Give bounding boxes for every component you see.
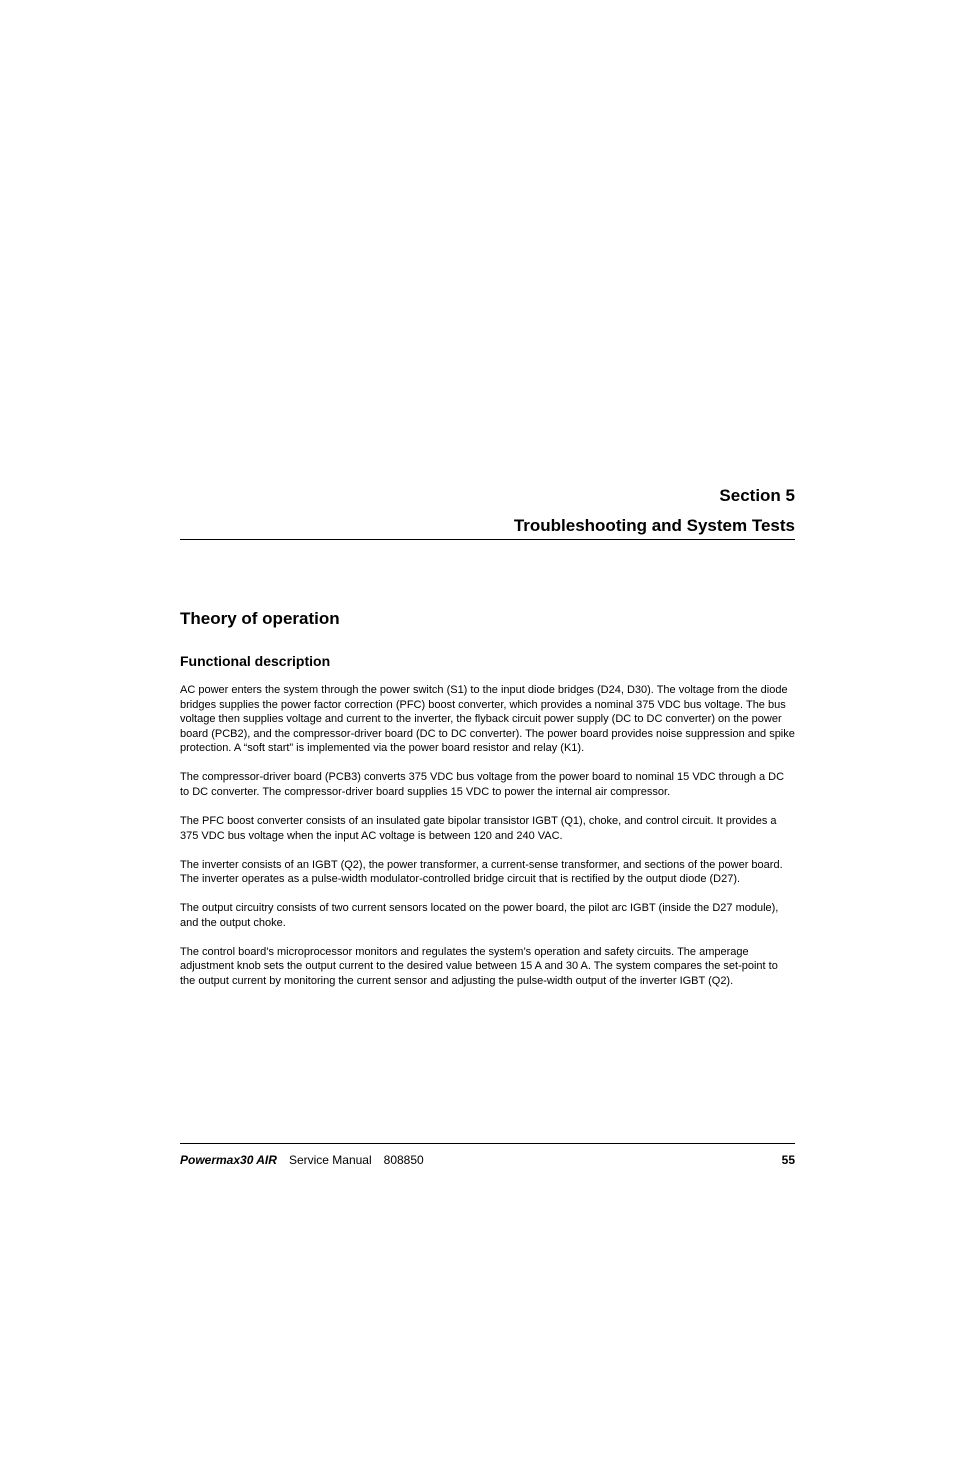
footer-part-number: 808850: [383, 1153, 424, 1167]
footer-product-name: Powermax30 AIR: [180, 1153, 277, 1167]
footer-divider: [180, 1143, 795, 1144]
paragraph: The control board’s microprocessor monitors and regulates the system’s operation and safety circuits. The amperage adjustment knob sets the output current to the desired value between 15 A and 30 A. The system compares the set-point to the output current by monitoring the current sensor and adjusting the pulse-width output of the inverter IGBT (Q2).: [180, 945, 778, 987]
section-title: Troubleshooting and System Tests: [513, 516, 795, 535]
page-number: 55: [781, 1153, 795, 1167]
section-header: [180, 484, 795, 538]
paragraph: The PFC boost converter consists of an insulated gate bipolar transistor IGBT (Q1), choke, and control circuit. It provides a 375 VDC bus voltage when the input AC voltage is between 120 and 240 VAC.: [180, 814, 777, 842]
subheading: Functional description: [180, 653, 331, 669]
paragraph: The compressor-driver board (PCB3) converts 375 VDC bus voltage from the power board to nominal 15 VDC through a DC to DC converter. The compressor-driver board supplies 15 VDC to power the internal air compressor.: [180, 771, 785, 798]
footer-manual-title: Service Manual: [288, 1153, 372, 1167]
page-heading: Theory of operation: [180, 609, 340, 628]
header-divider: [180, 539, 795, 540]
section-number: Section 5: [719, 486, 795, 505]
page-footer: [180, 1152, 795, 1168]
paragraph: AC power enters the system through the power switch (S1) to the input diode bridges (D24, D30). The voltage from the diode bridges supplies the power factor correction (PFC) boost converter, which provides a nominal 375 VDC bus voltage. The bus voltage then supplies voltage and current to the inverter, the flyback circuit power supply (DC to DC converter) on the power board (PCB2), and the compressor-driver board (DC to DC converter). The power board provides noise suppression and spike protection. A “soft start” is implemented via the power board resistor and relay (K1).: [180, 684, 795, 755]
paragraph: The output circuitry consists of two current sensors located on the power board, the pilot arc IGBT (inside the D27 module), and the output choke.: [180, 902, 779, 929]
body-text: [180, 683, 795, 1003]
paragraph: The inverter consists of an IGBT (Q2), the power transformer, a current-sense transformer, and sections of the power board. The inverter operates as a pulse-width modulator-controlled bridge circuit that is rectified by the output diode (D27).: [180, 858, 783, 886]
